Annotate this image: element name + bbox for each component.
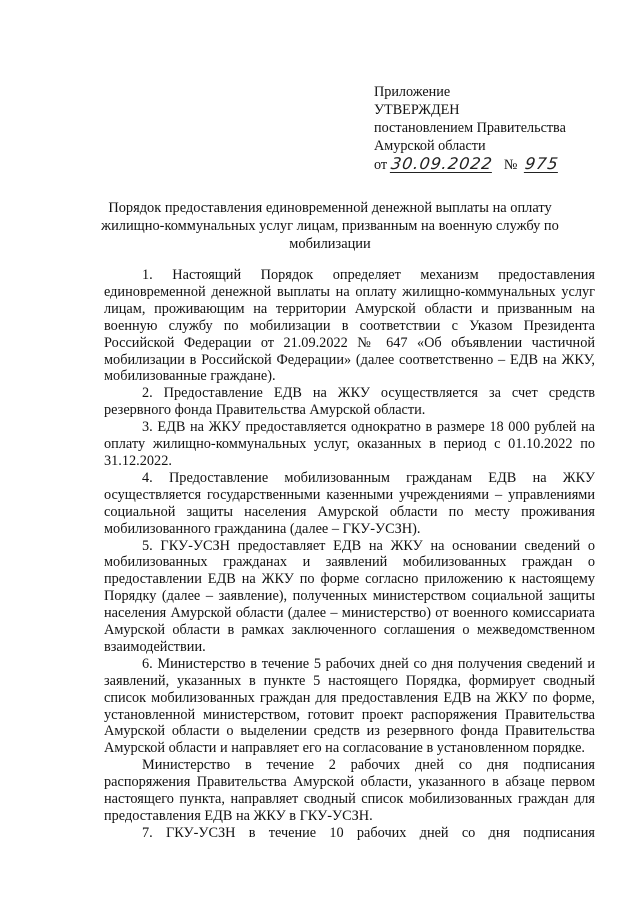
document-title: Порядок предоставления единовременной денежной выплаты на оплату жилищно-коммунальных услуг лицам, призванным на военную службу по мобилизации <box>101 200 559 252</box>
paragraph-6: 6. Министерство в течение 5 рабочих дней со дня получения сведений и заявлений, указанных в пункте 5 настоящего Порядка, формирует сводный список мобилизованных граждан для предоставления ЕДВ на ЖКУ по форме, установленной министерством, готовит проект распоряжения Правительства Амурской области о выделении средств из резервного фонда Правительства Амурской области и направляет его на согласование в установленном порядке. <box>104 655 595 757</box>
document-body <box>104 267 595 842</box>
approval-approved-label: УТВЕРЖДЕН <box>374 102 460 118</box>
date-prefix: от <box>374 157 388 173</box>
handwritten-number: 975 <box>523 154 560 173</box>
paragraph-2: 2. Предоставление ЕДВ на ЖКУ осуществляется за счет средств резервного фонда Правительства Амурской области. <box>104 385 595 419</box>
approval-decree-label: постановлением Правительства <box>374 120 566 136</box>
paragraph-7: 7. ГКУ-УСЗН в течение 10 рабочих дней со дня подписания <box>142 824 595 841</box>
paragraph-3: 3. ЕДВ на ЖКУ предоставляется однократно в размере 18 000 рублей на оплату жилищно-коммунальных услуг, оказанных в период с 01.10.2022 по 31.12.2022. <box>104 419 595 469</box>
approval-date-line <box>374 156 614 174</box>
paragraph-6-continued: Министерство в течение 2 рабочих дней со дня подписания распоряжения Правительства Амурской области, указанного в абзаце первом настоящего пункта, направляет сводный список мобилизованных граждан для предоставления ЕДВ на ЖКУ в ГКУ-УСЗН. <box>104 757 595 824</box>
paragraph-5: 5. ГКУ-УСЗН предоставляет ЕДВ на ЖКУ на основании сведений о мобилизованных гражданах и заявлений мобилизованных граждан о предоставлении ЕДВ на ЖКУ по форме согласно приложению к настоящему Порядку (далее – заявление), полученных министерством социальной защиты населения Амурской области (далее – министерство) от военного комиссариата Амурской области в рамках заключенного соглашения о межведомственном взаимодействии. <box>104 537 595 655</box>
approval-block <box>374 83 614 174</box>
approval-appendix-label: Приложение <box>374 84 451 100</box>
handwritten-date: 30.09.2022 <box>389 154 494 173</box>
paragraph-4: 4. Предоставление мобилизованным гражданам ЕДВ на ЖКУ осуществляется государственными казенными учреждениями – управлениями социальной защиты населения Амурской области по месту проживания мобилизованного гражданина (далее – ГКУ-УСЗН). <box>104 469 595 537</box>
number-sign: № <box>503 157 518 173</box>
approval-region-label: Амурской области <box>374 138 486 154</box>
paragraph-1: 1. Настоящий Порядок определяет механизм предоставления единовременной денежной выплаты на оплату жилищно-коммунальных услуг лицам, проживающим на территории Амурской области и призванным на военную службу по мобилизации в соответствии с Указом Президента Российской Федерации от 21.09.2022 № 647 «Об объявлении частичной мобилизации в Российской Федерации» (далее соответственно – ЕДВ на ЖКУ, мобилизованные граждане). <box>104 267 595 385</box>
